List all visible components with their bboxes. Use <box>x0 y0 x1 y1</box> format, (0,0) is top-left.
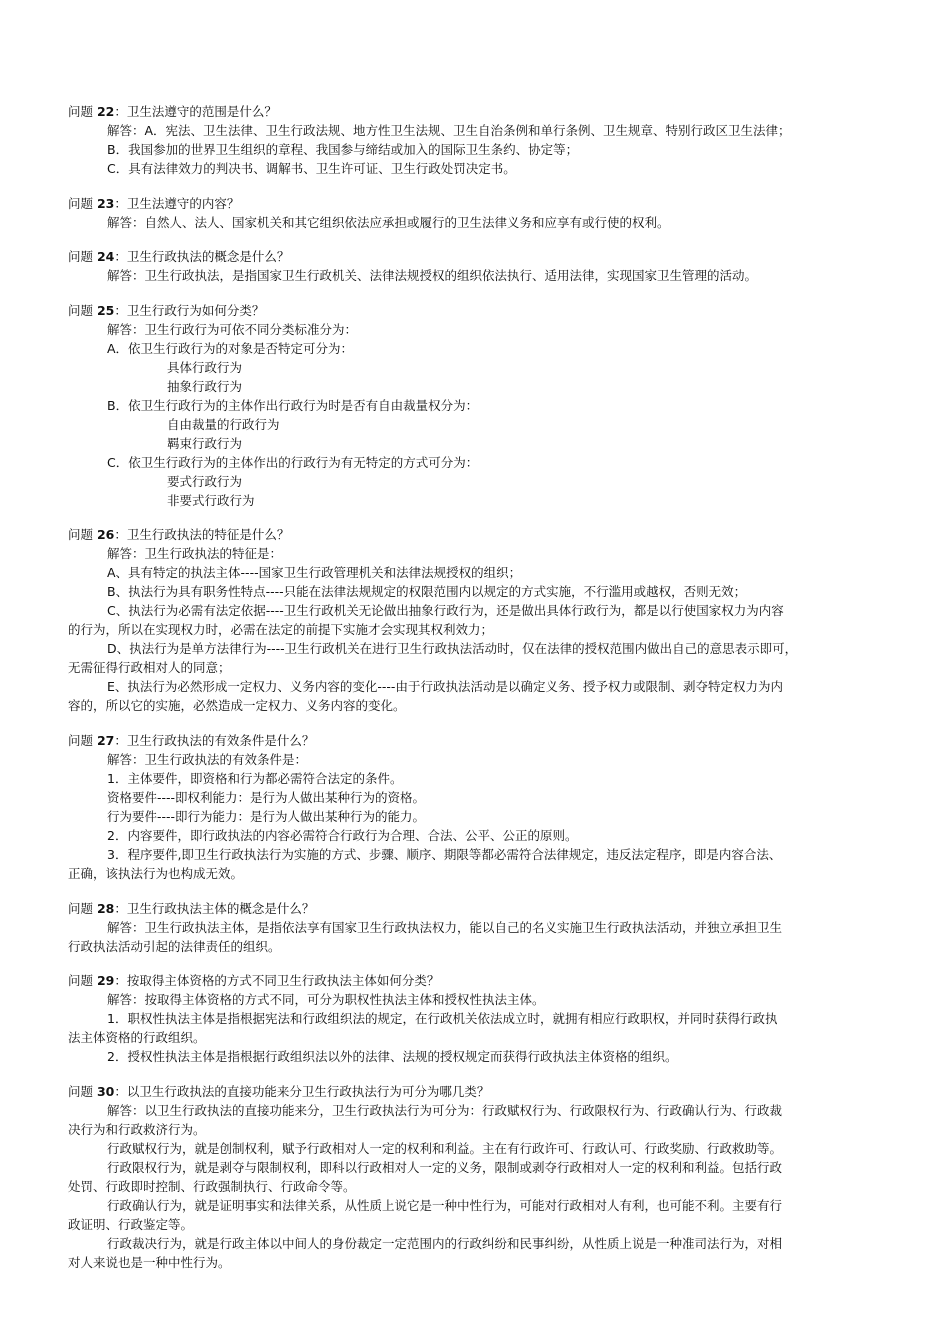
question-title: ：卫生行政执法的特征是什么？ <box>114 527 290 542</box>
text-line <box>107 1198 782 1214</box>
text-line <box>107 455 478 471</box>
line-text: 解答：卫生行政执法的特征是： <box>107 546 283 561</box>
line-text: 解答：以卫生行政执法的直接功能来分，卫生行政执法行为可分为：行政赋权行为、行政限权行为、行政确认行为、行政裁 <box>107 1103 783 1118</box>
line-text: B．我国参加的世界卫生组织的章程、我国参与缔结或加入的国际卫生条约、协定等； <box>107 142 579 157</box>
question-prefix: 问题 <box>68 973 97 988</box>
text-line <box>107 1011 777 1027</box>
text-line <box>107 641 797 657</box>
line-text: 1．职权性执法主体是指根据宪法和行政组织法的规定，在行政机关依法成立时，就拥有相应行政职权，并同时获得行政执 <box>107 1011 778 1026</box>
question-heading <box>68 303 264 319</box>
text-line <box>107 341 353 357</box>
text-line <box>68 698 406 714</box>
text-line <box>68 1217 193 1233</box>
text-line <box>107 322 357 338</box>
question-number: 23 <box>96 196 115 211</box>
line-text: 2．内容要件，即行政执法的内容必需符合行政行为合理、合法、公平、公正的原则。 <box>107 828 578 843</box>
text-line <box>107 828 577 844</box>
line-text: C．具有法律效力的判决书、调解书、卫生许可证、卫生行政处罚决定书。 <box>107 161 516 176</box>
line-text: 解答：自然人、法人、国家机关和其它组织依法应承担或履行的卫生法律义务和应享有或行使的权利。 <box>107 215 670 230</box>
line-text: 抽象行政行为 <box>167 379 243 394</box>
question-title: ：卫生行政执法的有效条件是什么？ <box>114 733 315 748</box>
question-heading <box>68 901 314 917</box>
line-text: 行为要件----即行为能力：是行为人做出某种行为的能力。 <box>107 809 426 824</box>
text-line <box>167 360 242 376</box>
text-line <box>107 679 783 695</box>
question-number: 30 <box>96 1084 115 1099</box>
line-text: 容的，所以它的实施，必然造成一定权力、义务内容的变化。 <box>68 698 406 713</box>
text-line <box>68 660 231 676</box>
line-text: 行政裁决行为，就是行政主体以中间人的身份裁定一定范围内的行政纠纷和民事纠纷，从性质上说是一种准司法行为，对相 <box>107 1236 783 1251</box>
line-text: 2．授权性执法主体是指根据行政组织法以外的法律、法规的授权规定而获得行政执法主体资格的组织。 <box>107 1049 678 1064</box>
question-number: 28 <box>96 901 115 916</box>
text-line <box>68 622 493 638</box>
question-number: 29 <box>96 973 115 988</box>
text-line <box>107 1103 782 1119</box>
question-heading <box>68 973 439 989</box>
line-text: 的行为，所以在实现权力时，必需在法定的前提下实施才会实现其权利效力； <box>68 622 494 637</box>
question-prefix: 问题 <box>68 1084 97 1099</box>
text-line <box>68 866 243 882</box>
line-text: 羁束行政行为 <box>167 436 243 451</box>
question-heading <box>68 196 239 212</box>
text-line <box>107 142 578 158</box>
line-text: 要式行政行为 <box>167 474 243 489</box>
text-line <box>107 123 791 139</box>
line-text: A．依卫生行政行为的对象是否特定可分为： <box>107 341 354 356</box>
line-text: 无需征得行政相对人的同意； <box>68 660 231 675</box>
line-text: 3．程序要件,即卫生行政执法行为实施的方式、步骤、顺序、期限等都必需符合法律规定，违反法定程序，即是内容合法、 <box>107 847 782 862</box>
text-line <box>167 417 280 433</box>
question-title: ：以卫生行政执法的直接功能来分卫生行政执法行为可分为哪几类？ <box>114 1084 490 1099</box>
text-line <box>167 379 242 395</box>
text-line <box>167 493 255 509</box>
question-prefix: 问题 <box>68 303 97 318</box>
question-title: ：卫生法遵守的内容？ <box>114 196 240 211</box>
line-text: 解答：卫生行政执法的有效条件是： <box>107 752 308 767</box>
line-text: 法主体资格的行政组织。 <box>68 1030 206 1045</box>
line-text: 行政限权行为，就是剥夺与限制权利，即科以行政相对人一定的义务，限制或剥夺行政相对人一定的权利和利益。包括行政 <box>107 1160 783 1175</box>
question-title: ：卫生行政执法主体的概念是什么？ <box>114 901 315 916</box>
question-prefix: 问题 <box>68 527 97 542</box>
line-text: B、执法行为具有职务性特点----只能在法律法规规定的权限范围内以规定的方式实施，不行滥用或越权，否则无效； <box>107 584 747 599</box>
line-text: B．依卫生行政行为的主体作出行政行为时是否有自由裁量权分为： <box>107 398 479 413</box>
line-text: 决行为和行政救济行为。 <box>68 1122 206 1137</box>
text-line <box>107 771 402 787</box>
text-line <box>107 268 757 284</box>
text-line <box>107 752 307 768</box>
question-number: 25 <box>96 303 115 318</box>
line-text: 对人来说也是一种中性行为。 <box>68 1255 231 1270</box>
text-line <box>107 398 478 414</box>
line-text: A、具有特定的执法主体----国家卫生行政管理机关和法律法规授权的组织； <box>107 565 522 580</box>
line-text: 行政确认行为，就是证明事实和法律关系，从性质上说它是一种中性行为，可能对行政相对人有利，也可能不利。主要有行 <box>107 1198 783 1213</box>
question-prefix: 问题 <box>68 249 97 264</box>
question-title: ：按取得主体资格的方式不同卫生行政执法主体如何分类？ <box>114 973 440 988</box>
line-text: 资格要件----即权利能力：是行为人做出某种行为的资格。 <box>107 790 426 805</box>
question-heading <box>68 733 314 749</box>
line-text: 解答：卫生行政行为可依不同分类标准分为： <box>107 322 358 337</box>
line-text: 处罚、行政即时控制、行政强制执行、行政命令等。 <box>68 1179 356 1194</box>
question-title: ：卫生法遵守的范围是什么？ <box>114 104 277 119</box>
text-line <box>107 161 516 177</box>
question-title: ：卫生行政行为如何分类？ <box>114 303 265 318</box>
question-prefix: 问题 <box>68 104 97 119</box>
text-line <box>107 1141 782 1157</box>
text-line <box>107 546 282 562</box>
question-number: 27 <box>96 733 115 748</box>
text-line <box>107 565 521 581</box>
text-line <box>107 1049 677 1065</box>
text-line <box>107 1160 782 1176</box>
question-heading <box>68 249 289 265</box>
line-text: 解答：卫生行政执法，是指国家卫生行政机关、法律法规授权的组织依法执行、适用法律，实现国家卫生管理的活动。 <box>107 268 758 283</box>
text-line <box>107 847 781 863</box>
line-text: C、执法行为必需有法定依据----卫生行政机关无论做出抽象行政行为，还是做出具体行政行为，都是以行使国家权力为内容 <box>107 603 784 618</box>
line-text: 行政赋权行为，就是创制权利，赋予行政相对人一定的权利和利益。主在有行政许可、行政认可、行政奖励、行政救助等。 <box>107 1141 783 1156</box>
text-line <box>167 474 242 490</box>
text-line <box>167 436 242 452</box>
line-text: 行政执法活动引起的法律责任的组织。 <box>68 939 281 954</box>
line-text: 解答：卫生行政执法主体，是指依法享有国家卫生行政执法权力，能以自己的名义实施卫生行政执法活动，并独立承担卫生 <box>107 920 783 935</box>
text-line <box>107 1236 782 1252</box>
text-line <box>107 790 425 806</box>
question-heading <box>68 527 289 543</box>
line-text: 解答：按取得主体资格的方式不同，可分为职权性执法主体和授权性执法主体。 <box>107 992 545 1007</box>
line-text: 政证明、行政鉴定等。 <box>68 1217 194 1232</box>
question-title: ：卫生行政执法的概念是什么？ <box>114 249 290 264</box>
text-line <box>107 809 425 825</box>
line-text: 具体行政行为 <box>167 360 243 375</box>
line-text: C．依卫生行政行为的主体作出的行政行为有无特定的方式可分为： <box>107 455 479 470</box>
text-line <box>68 1030 206 1046</box>
line-text: 正确，该执法行为也构成无效。 <box>68 866 244 881</box>
line-text: 非要式行政行为 <box>167 493 255 508</box>
text-line <box>107 584 746 600</box>
text-line <box>107 603 784 619</box>
question-heading <box>68 104 277 120</box>
line-text: E、执法行为必然形成一定权力、义务内容的变化----由于行政执法活动是以确定义务、授予权力或限制、剥夺特定权力为内 <box>107 679 783 694</box>
text-line <box>68 1122 206 1138</box>
question-prefix: 问题 <box>68 196 97 211</box>
text-line <box>68 1179 356 1195</box>
line-text: 自由裁量的行政行为 <box>167 417 280 432</box>
question-prefix: 问题 <box>68 901 97 916</box>
line-text: D、执法行为是单方法律行为----卫生行政机关在进行卫生行政执法活动时，仅在法律的授权范围内做出自己的意思表示即可， <box>107 641 798 656</box>
question-number: 22 <box>96 104 115 119</box>
line-text: 解答：A．宪法、卫生法律、卫生行政法规、地方性卫生法规、卫生自治条例和单行条例、卫生规章、特别行政区卫生法律； <box>107 123 791 138</box>
line-text: 1．主体要件，即资格和行为都必需符合法定的条件。 <box>107 771 403 786</box>
text-line <box>68 1255 231 1271</box>
text-line <box>107 920 782 936</box>
question-heading <box>68 1084 489 1100</box>
question-prefix: 问题 <box>68 733 97 748</box>
text-line <box>68 939 281 955</box>
question-number: 26 <box>96 527 115 542</box>
text-line <box>107 992 545 1008</box>
text-line <box>107 215 670 231</box>
question-number: 24 <box>96 249 115 264</box>
